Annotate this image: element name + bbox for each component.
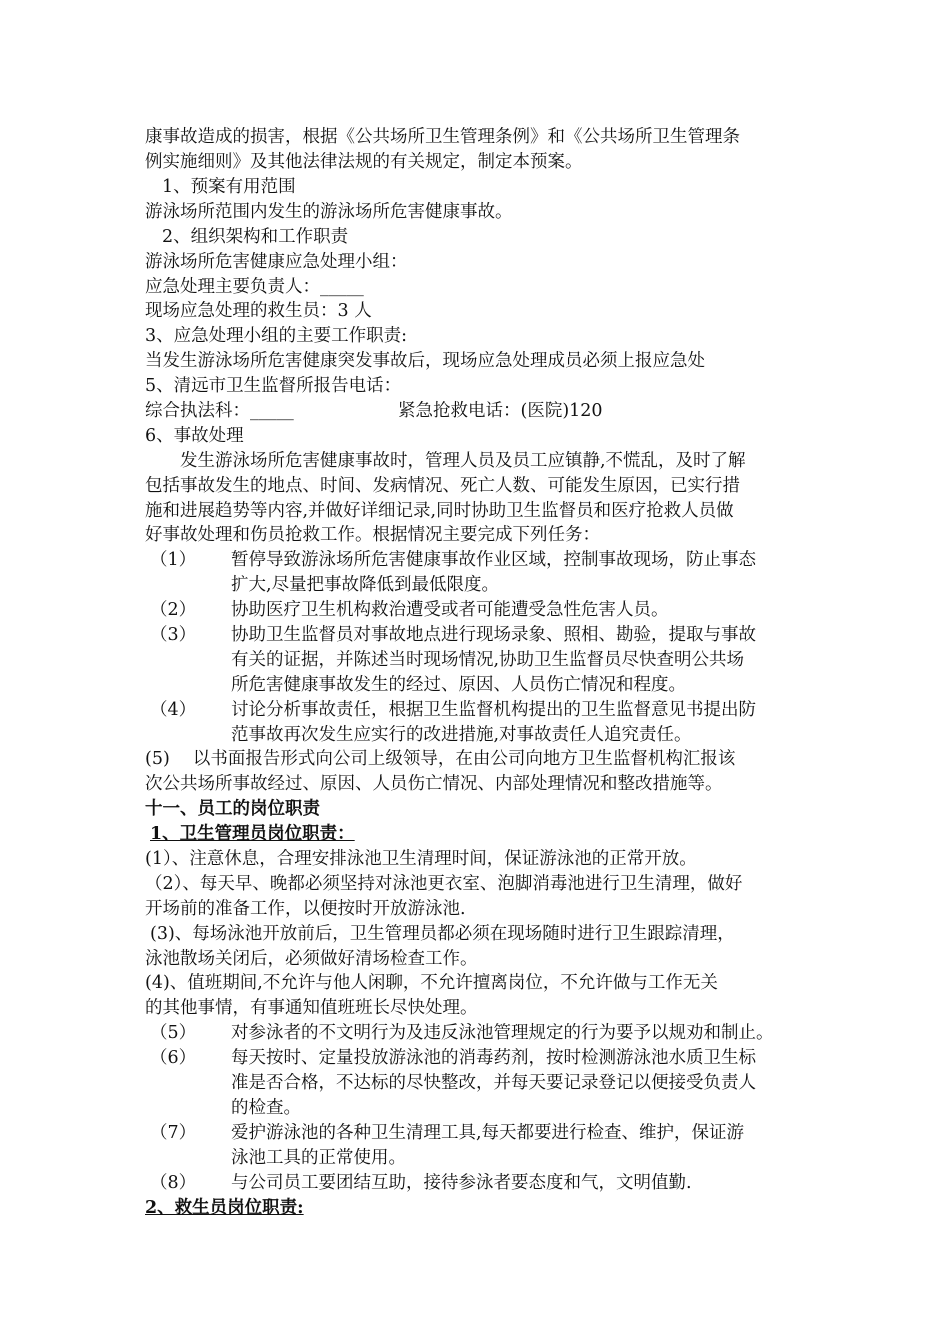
body-text-line: （2）、每天早、晚都必须坚持对泳池更衣室、泡脚消毒池进行卫生清理，做好 xyxy=(145,874,743,894)
section-heading-phone: 5、清远市卫生监督所报告电话： xyxy=(145,376,402,396)
list-item-text: 泳池工具的正常使用。 xyxy=(231,1148,406,1168)
body-text-line: (5) 以书面报告形式向公司上级领导，在由公司向地方卫生监督机构汇报该 xyxy=(145,749,736,769)
body-text-line: 好事故处理和伤员抢救工作。根据情况主要完成下列任务： xyxy=(145,525,600,545)
body-text-line: 开场前的准备工作，以便按时开放游泳池. xyxy=(145,899,466,919)
body-text-line: 现场应急处理的救生员：3 人 xyxy=(145,301,372,321)
body-text-line: 当发生游泳场所危害健康突发事故后，现场应急处理成员必须上报应急处 xyxy=(145,351,705,371)
body-text-line: 例实施细则》及其他法律法规的有关规定，制定本预案。 xyxy=(145,152,583,172)
body-text-line: 泳池散场关闭后，必须做好清场检查工作。 xyxy=(145,949,478,969)
section-heading-duties: 3、应急处理小组的主要工作职责: xyxy=(145,326,408,346)
list-number: （6） xyxy=(150,1048,197,1068)
subsection-heading-sanitation: 1、卫生管理员岗位职责： xyxy=(150,824,355,844)
body-text-line: 游泳场所危害健康应急处理小组： xyxy=(145,252,408,272)
section-heading-scope: 1、预案有用范围 xyxy=(162,177,296,197)
list-item-text: 所危害健康事故发生的经过、原因、人员伤亡情况和程度。 xyxy=(231,675,686,695)
list-item-text: 扩大,尽量把事故降低到最低限度。 xyxy=(231,575,500,595)
phone-emergency: 紧急抢救电话：(医院)120 xyxy=(398,401,603,421)
list-item-text: 对参泳者的不文明行为及违反泳池管理规定的行为要予以规劝和制止。 xyxy=(231,1023,774,1043)
list-item-text: 范事故再次发生应实行的改进措施,对事故责任人追究责任。 xyxy=(231,725,692,745)
list-item-text: 每天按时、定量投放游泳池的消毒药剂，按时检测游泳池水质卫生标 xyxy=(231,1048,756,1068)
list-item-text: 有关的证据，并陈述当时现场情况,协助卫生监督员尽快查明公共场 xyxy=(231,650,745,670)
section-heading-handling: 6、事故处理 xyxy=(145,426,244,446)
list-number: （2） xyxy=(150,600,197,620)
list-item-text: 与公司员工要团结互助，接待参泳者要态度和气，文明值勤. xyxy=(231,1173,692,1193)
subsection-heading-lifeguard: 2、救生员岗位职责: xyxy=(145,1198,304,1218)
body-text-line: (1）、注意休息，合理安排泳池卫生清理时间，保证游泳池的正常开放。 xyxy=(145,849,697,869)
list-item-text: 暂停导致游泳场所危害健康事故作业区域，控制事故现场，防止事态 xyxy=(231,550,756,570)
list-number: （5） xyxy=(150,1023,197,1043)
body-text-line: 次公共场所事故经过、原因、人员伤亡情况、内部处理情况和整改措施等。 xyxy=(145,774,723,794)
body-text-line: 应急处理主要负责人：_____ xyxy=(145,277,364,297)
body-text-line: (4)、值班期间,不允许与他人闲聊，不允许擅离岗位，不允许做与工作无关 xyxy=(145,973,718,993)
list-item-text: 讨论分析事故责任，根据卫生监督机构提出的卫生监督意见书提出防 xyxy=(231,700,756,720)
body-text-line: 的其他事情，有事通知值班班长尽快处理。 xyxy=(145,998,478,1018)
list-item-text: 协助医疗卫生机构救治遭受或者可能遭受急性危害人员。 xyxy=(231,600,669,620)
body-text-line: 施和进展趋势等内容,并做好详细记录,同时协助卫生监督员和医疗抢救人员做 xyxy=(145,501,734,521)
list-number: （3） xyxy=(150,625,197,645)
list-number: （4） xyxy=(150,700,197,720)
body-text-line: 包括事故发生的地点、时间、发病情况、死亡人数、可能发生原因，已实行措 xyxy=(145,476,740,496)
list-number: （1） xyxy=(150,550,197,570)
phone-enforcement: 综合执法科：_____ xyxy=(145,401,294,421)
body-text-line: 康事故造成的损害，根据《公共场所卫生管理条例》和《公共场所卫生管理条 xyxy=(145,127,740,147)
list-item-text: 爱护游泳池的各种卫生清理工具,每天都要进行检查、维护，保证游 xyxy=(231,1123,745,1143)
list-item-text: 的检查。 xyxy=(231,1098,301,1118)
body-text-line: 游泳场所范围内发生的游泳场所危害健康事故。 xyxy=(145,202,513,222)
list-item-text: 协助卫生监督员对事故地点进行现场录象、照相、勘验，提取与事故 xyxy=(231,625,756,645)
section-heading-organization: 2、组织架构和工作职责 xyxy=(162,227,349,247)
list-item-text: 准是否合格，不达标的尽快整改，并每天要记录登记以便接受负责人 xyxy=(231,1073,756,1093)
list-number: （7） xyxy=(150,1123,197,1143)
list-number: （8） xyxy=(150,1173,197,1193)
chapter-heading: 十一、员工的岗位职责 xyxy=(145,799,320,819)
body-text-line: (3)、每场泳池开放前后，卫生管理员都必须在现场随时进行卫生跟踪清理， xyxy=(150,924,735,944)
body-text-line: 发生游泳场所危害健康事故时，管理人员及员工应镇静,不慌乱，及时了解 xyxy=(180,451,746,471)
